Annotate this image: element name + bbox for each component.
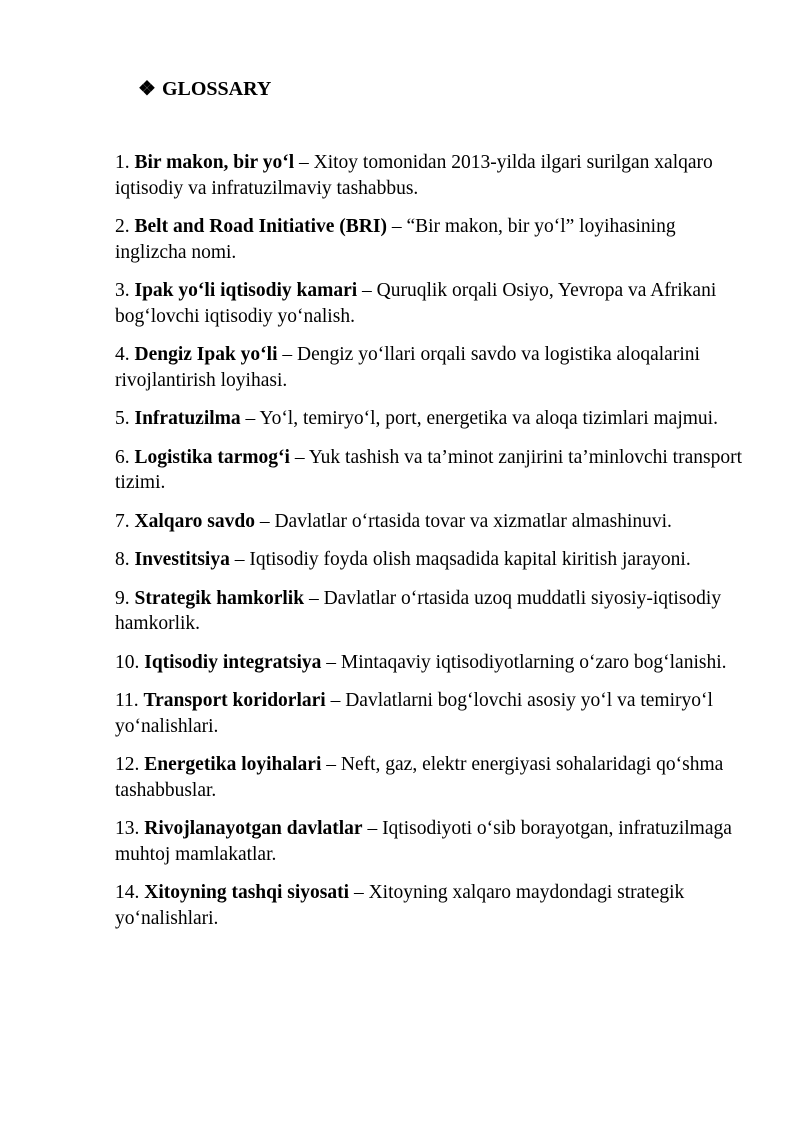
entry-term: Xitoyning tashqi siyosati	[144, 882, 350, 903]
glossary-entry	[115, 752, 750, 803]
entry-term: Investitsiya	[134, 549, 230, 570]
entry-definition: Davlatlar o‘rtasida tovar va xizmatlar almashinuvi.	[274, 510, 672, 532]
entry-definition: Mintaqaviy iqtisodiyotlarning o‘zaro bog‘lanishi.	[340, 651, 727, 673]
entry-dash: –	[367, 818, 378, 839]
entry-term: Ipak yo‘li iqtisodiy kamari	[134, 280, 358, 301]
entry-number: 4.	[115, 344, 130, 365]
entry-number: 6.	[115, 446, 130, 468]
entry-number: 11.	[115, 690, 139, 711]
glossary-heading	[138, 76, 271, 102]
entry-number: 8.	[115, 549, 130, 570]
glossary-entry	[115, 278, 750, 329]
entry-definition: “Bir makon, bir yo‘l” loyihasining inglizcha nomi.	[115, 216, 676, 263]
glossary-list	[115, 150, 750, 944]
diamond-bullet-icon: ❖	[138, 78, 156, 100]
entry-dash: –	[259, 510, 270, 532]
entry-definition: Dengiz yo‘llari orqali savdo va logistika aloqalarini rivojlantirish loyihasi.	[115, 344, 700, 391]
glossary-entry	[115, 880, 750, 931]
entry-definition: Quruqlik orqali Osiyo, Yevropa va Afrikani bog‘lovchi iqtisodiy yo‘nalish.	[115, 280, 717, 327]
entry-term: Transport koridorlari	[143, 690, 326, 711]
glossary-entry	[115, 650, 750, 676]
entry-term: Strategik hamkorlik	[134, 587, 305, 609]
entry-definition: Iqtisodiy foyda olish maqsadida kapital kiritish jarayoni.	[249, 549, 691, 570]
entry-definition: Neft, gaz, elektr energiyasi sohalaridagi qo‘shma tashabbuslar.	[115, 754, 724, 801]
entry-dash: –	[308, 587, 319, 609]
entry-dash: –	[234, 549, 245, 570]
glossary-entry	[115, 445, 750, 496]
entry-number: 10.	[115, 651, 140, 673]
entry-number: 1.	[115, 152, 130, 173]
entry-dash: –	[299, 152, 309, 173]
entry-dash: –	[282, 344, 293, 365]
entry-dash: –	[353, 882, 364, 903]
entry-number: 13.	[115, 818, 140, 839]
entry-dash: –	[326, 651, 337, 673]
entry-number: 14.	[115, 882, 140, 903]
entry-term: Belt and Road Initiative (BRI)	[134, 216, 387, 237]
entry-definition: Xitoyning xalqaro maydondagi strategik yo‘nalishlari.	[115, 882, 685, 929]
entry-number: 3.	[115, 280, 130, 301]
glossary-entry	[115, 816, 750, 867]
entry-term: Iqtisodiy integratsiya	[144, 651, 322, 673]
entry-definition: Yo‘l, temiryo‘l, port, energetika va aloqa tizimlari majmui.	[259, 408, 718, 429]
entry-dash: –	[245, 408, 256, 429]
entry-dash: –	[294, 446, 305, 468]
glossary-entry	[115, 150, 750, 201]
entry-number: 12.	[115, 754, 140, 775]
entry-dash: –	[391, 216, 402, 237]
entry-dash: –	[326, 754, 336, 775]
glossary-entry	[115, 547, 750, 573]
entry-number: 2.	[115, 216, 130, 237]
entry-term: Rivojlanayotgan davlatlar	[144, 818, 363, 839]
entry-term: Dengiz Ipak yo‘li	[134, 344, 278, 365]
entry-term: Logistika tarmog‘i	[134, 446, 290, 468]
entry-definition: Xitoy tomonidan 2013-yilda ilgari surilgan xalqaro iqtisodiy va infratuzilmaviy tashabbus.	[115, 152, 713, 199]
glossary-entry	[115, 688, 750, 739]
entry-definition: Yuk tashish va ta’minot zanjirini ta’minlovchi transport tizimi.	[115, 446, 742, 493]
entry-term: Xalqaro savdo	[134, 510, 255, 532]
entry-term: Bir makon, bir yo‘l	[134, 152, 295, 173]
entry-dash: –	[330, 690, 341, 711]
entry-term: Energetika loyihalari	[144, 754, 322, 775]
entry-number: 5.	[115, 408, 130, 429]
entry-term: Infratuzilma	[134, 408, 241, 429]
entry-number: 7.	[115, 510, 130, 532]
entry-dash: –	[362, 280, 372, 301]
glossary-entry	[115, 406, 750, 432]
glossary-entry	[115, 586, 750, 637]
entry-definition: Davlatlarni bog‘lovchi asosiy yo‘l va temiryo‘l yo‘nalishlari.	[115, 690, 713, 737]
entry-definition: Iqtisodiyoti o‘sib borayotgan, infratuzilmaga muhtoj mamlakatlar.	[115, 818, 732, 865]
glossary-entry	[115, 342, 750, 393]
entry-number: 9.	[115, 587, 130, 609]
glossary-title: GLOSSARY	[161, 78, 272, 100]
glossary-entry	[115, 509, 750, 535]
glossary-entry	[115, 214, 750, 265]
entry-definition: Davlatlar o‘rtasida uzoq muddatli siyosiy-iqtisodiy hamkorlik.	[115, 587, 722, 634]
